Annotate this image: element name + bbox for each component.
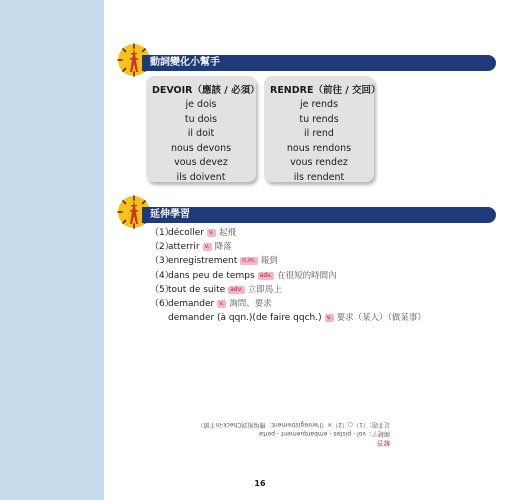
vocab-meaning: 起飛 (218, 228, 236, 238)
vocab-meaning: 立即馬上 (247, 284, 282, 295)
conjugation-line: vous rendez (290, 157, 348, 169)
list-item (150, 269, 450, 283)
item-number: （6） (150, 299, 174, 310)
vocab-word: dans peu de temps (168, 270, 255, 281)
list-item (150, 254, 450, 268)
answer-key (180, 420, 390, 447)
conjugation-line: tu dois (184, 113, 218, 125)
page-number: 16 (254, 479, 266, 488)
part-of-speech-badge: adv. (230, 285, 243, 293)
answer-line: 是非題：（1）○（2）×（l'enregistrement：機場報到Check-in手續） (197, 421, 390, 428)
vocab-word: tout de suite (168, 284, 226, 295)
vocab-meaning: 報到 (260, 256, 278, 267)
devoir-title: DEVOIR（應該 / 必須） (152, 85, 260, 96)
devoir-conjugation-box (146, 76, 260, 183)
conjugation-line: nous devons (170, 142, 232, 154)
vocab-meaning: 在很短的時間內 (277, 270, 337, 281)
vocab-phrase: demander (à qqn.)(de faire qqch.) (168, 313, 322, 324)
conjugation-line: il rend (304, 128, 334, 140)
item-number: （2） (150, 242, 174, 253)
item-number: （1） (150, 228, 174, 238)
answer-label: 解答 (377, 439, 390, 447)
list-item (150, 240, 450, 254)
conjugation-line: tu rends (299, 113, 339, 125)
item-number: （4） (150, 270, 174, 281)
conjugation-line: je rends (299, 99, 339, 110)
item-number: （3） (150, 256, 174, 267)
vocab-meaning: 詢問、要求 (229, 299, 272, 310)
item-number: （5） (150, 284, 174, 295)
vocab-word: demander (168, 299, 215, 310)
section-title: 延伸學習 (150, 209, 190, 220)
conjugation-line: ils doivent (176, 171, 226, 183)
section-header-extended (116, 206, 516, 224)
conjugation-line: vous devez (174, 157, 228, 169)
extended-vocab-list (150, 226, 450, 325)
vocab-word: décoller (168, 228, 204, 238)
rendre-title: RENDRE（前往 / 交回） (270, 85, 381, 96)
conjugation-line: nous rendons (286, 142, 352, 154)
part-of-speech-badge: v. (204, 243, 210, 251)
part-of-speech-badge: n.m. (242, 257, 256, 265)
list-item (150, 226, 450, 240)
vocab-word: enregistrement (168, 256, 238, 267)
section-bar (142, 207, 496, 223)
section-title: 動詞變化小幫手 (150, 57, 220, 68)
list-item-sub-phrase (150, 311, 450, 325)
part-of-speech-badge: v. (208, 229, 214, 236)
rendre-conjugation-box (264, 76, 381, 183)
section-header-conjugation (116, 54, 516, 72)
list-item (150, 283, 450, 297)
part-of-speech-badge: v. (219, 300, 225, 308)
conjugation-line: il doit (187, 128, 215, 140)
conjugation-line: je dois (185, 99, 217, 110)
vocab-meaning: 降落 (214, 242, 232, 253)
vocab-word: atterrir (168, 242, 200, 253)
vocab-meaning: 要求（某人）（做某事） (336, 313, 426, 324)
list-item (150, 297, 450, 311)
conjugation-line: ils rendent (293, 171, 345, 183)
part-of-speech-badge: adv. (259, 271, 273, 279)
part-of-speech-badge: v. (326, 314, 332, 322)
answer-line: 關鍵字：vol - pistes - embarquement - porte (259, 430, 390, 437)
